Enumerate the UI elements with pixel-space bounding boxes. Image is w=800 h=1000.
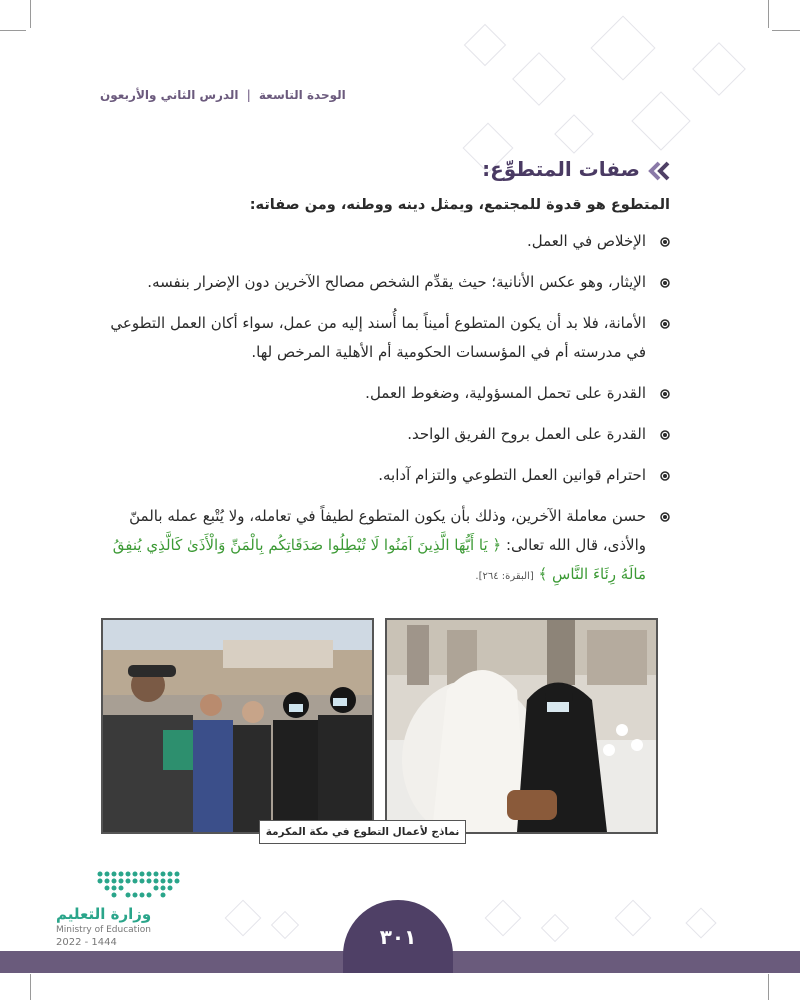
haram-volunteers-photo — [385, 618, 658, 834]
quality-text: القدرة على تحمل المسؤولية، وضغوط العمل. — [365, 384, 646, 402]
decorative-diamond — [225, 900, 262, 937]
page-number: ٣٠١ — [379, 925, 417, 949]
decorative-diamond — [685, 907, 716, 938]
crop-mark — [30, 974, 31, 1000]
bullet-icon — [660, 319, 670, 329]
volunteers-group-illustration — [103, 620, 372, 832]
list-item — [110, 227, 670, 256]
list-item — [110, 379, 670, 408]
bullet-icon — [660, 237, 670, 247]
quality-text: حسن معاملة الآخرين، وذلك بأن يكون المتطوع لطيفاً في تعامله، ولا يُتْبع عمله بالمنّ والأذى، قال الله تعالى: — [129, 507, 646, 554]
quality-text: احترام قوانين العمل التطوعي والتزام آدابه. — [378, 466, 646, 484]
decorative-diamond — [554, 114, 594, 154]
crop-mark — [768, 0, 769, 28]
quality-text: الإخلاص في العمل. — [526, 232, 646, 250]
volunteers-group-photo — [101, 618, 374, 834]
decorative-diamond — [271, 911, 299, 939]
quality-text: الأمانة، فلا بد أن يكون المتطوع أميناً بما أُسند إليه من عمل، سواء أكان العمل التطوعي في مدرسته أم في المؤسسات الحكومية أم الأهلية المرخص لها. — [110, 314, 646, 361]
bullet-icon — [660, 278, 670, 288]
crop-mark — [30, 0, 31, 28]
ministry-name-arabic: وزارة التعليم — [56, 905, 152, 923]
header-separator: | — [246, 88, 251, 102]
decorative-diamond — [590, 15, 655, 80]
crop-mark — [768, 974, 769, 1000]
ministry-year: 2022 - 1444 — [56, 937, 117, 948]
photo-caption: نماذج لأعمال التطوع في مكة المكرمة — [259, 820, 466, 844]
crop-mark — [0, 30, 26, 31]
verse-reference: [البقرة: ٢٦٤]. — [475, 571, 534, 582]
list-item — [110, 268, 670, 297]
quality-text: القدرة على العمل بروح الفريق الواحد. — [407, 425, 646, 443]
quality-text: الإيثار، وهو عكس الأنانية؛ حيث يقدِّم الشخص مصالح الآخرين دون الإضرار بنفسه. — [147, 273, 646, 291]
decorative-diamond — [512, 52, 566, 106]
haram-volunteers-illustration — [387, 620, 656, 832]
list-item — [110, 502, 670, 591]
lesson-label: الدرس الثاني والأربعون — [100, 88, 239, 102]
list-item — [110, 309, 670, 367]
decorative-diamond — [631, 91, 690, 150]
decorative-diamond — [615, 900, 652, 937]
bullet-icon — [660, 512, 670, 522]
section-title-text: صفات المتطوِّع: — [482, 157, 640, 181]
crop-mark — [772, 30, 800, 31]
list-item — [110, 420, 670, 449]
qualities-list — [110, 227, 670, 603]
section-title — [130, 157, 670, 181]
list-item — [110, 461, 670, 490]
decorative-diamond — [692, 42, 746, 96]
decorative-diamond — [485, 900, 522, 937]
decorative-diamond — [541, 914, 569, 942]
double-chevron-icon — [648, 161, 670, 181]
bullet-icon — [660, 430, 670, 440]
bullet-icon — [660, 389, 670, 399]
intro-text: المتطوع هو قدوة للمجتمع، ويمثل دينه ووطنه، ومن صفاته: — [249, 197, 670, 213]
running-header — [100, 88, 346, 102]
bullet-icon — [660, 471, 670, 481]
ministry-logo-icon — [56, 866, 186, 902]
quran-verse: ﴿ يَا أَيُّهَا الَّذِينَ آمَنُوا لَا تُبْطِلُوا صَدَقَاتِكُم بِالْمَنِّ وَالْأَذَىٰ كَالَّذِي يُنفِقُ مَالَهُ رِئَاءَ النَّاسِ ﴾ — [112, 536, 646, 583]
decorative-diamond — [464, 24, 506, 66]
unit-label: الوحدة التاسعة — [258, 88, 346, 102]
ministry-name-english: Ministry of Education — [56, 925, 151, 935]
